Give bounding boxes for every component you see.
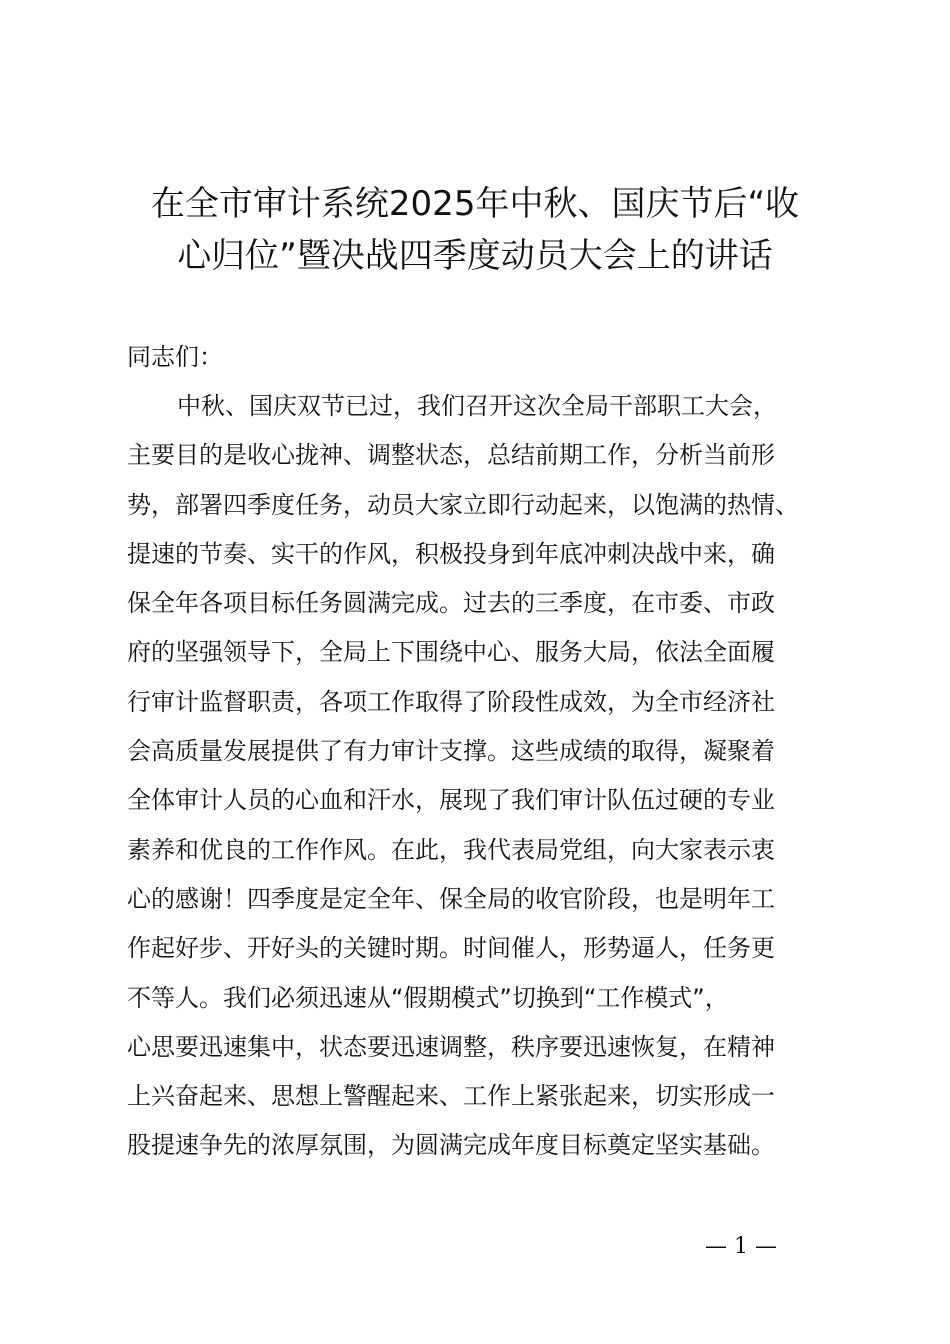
paragraph-line: 素养和优良的工作作风。在此，我代表局党组，向大家表示衷 (127, 835, 775, 864)
paragraph-line: 主要目的是收心拢神、调整状态，总结前期工作，分析当前形 (127, 441, 775, 470)
paragraph-line: 上兴奋起来、思想上警醒起来、工作上紧张起来，切实形成一 (127, 1082, 775, 1111)
paragraph-line: 保全年各项目标任务圆满完成。过去的三季度，在市委、市政 (127, 589, 775, 618)
salutation: 同志们： (127, 343, 223, 371)
paragraph-line: 中秋、国庆双节已过，我们召开这次全局干部职工大会， (177, 392, 777, 420)
body-paragraph (127, 382, 867, 1171)
page-number: — 1 — (705, 1234, 777, 1259)
document-title (0, 178, 950, 282)
paragraph-line: 心的感谢！四季度是定全年、保全局的收官阶段，也是明年工 (127, 884, 775, 913)
paragraph-line: 全体审计人员的心血和汗水，展现了我们审计队伍过硬的专业 (127, 786, 775, 815)
title-line-1: 在全市审计系统2025年中秋、国庆节后“收 (150, 184, 800, 224)
paragraph-line: 股提速争先的浓厚氛围，为圆满完成年度目标奠定坚实基础。 (127, 1131, 775, 1160)
paragraph-line: 心思要迅速集中，状态要迅速调整，秩序要迅速恢复，在精神 (127, 1032, 775, 1061)
paragraph-line: 不等人。我们必须迅速从“假期模式”切换到“工作模式”， (127, 983, 729, 1012)
paragraph-line: 会高质量发展提供了有力审计支撑。这些成绩的取得，凝聚着 (127, 737, 775, 766)
paragraph-line: 行审计监督职责，各项工作取得了阶段性成效，为全市经济社 (127, 687, 775, 716)
title-line-2: 心归位”暨决战四季度动员大会上的讲话 (177, 236, 773, 276)
paragraph-line: 府的坚强领导下，全局上下围绕中心、服务大局，依法全面履 (127, 638, 775, 667)
paragraph-line: 提速的节奏、实干的作风，积极投身到年底冲刺决战中来，确 (127, 539, 775, 568)
paragraph-line: 势，部署四季度任务，动员大家立即行动起来，以饱满的热情、 (127, 490, 799, 519)
paragraph-line: 作起好步、开好头的关键时期。时间催人，形势逼人，任务更 (127, 934, 775, 963)
